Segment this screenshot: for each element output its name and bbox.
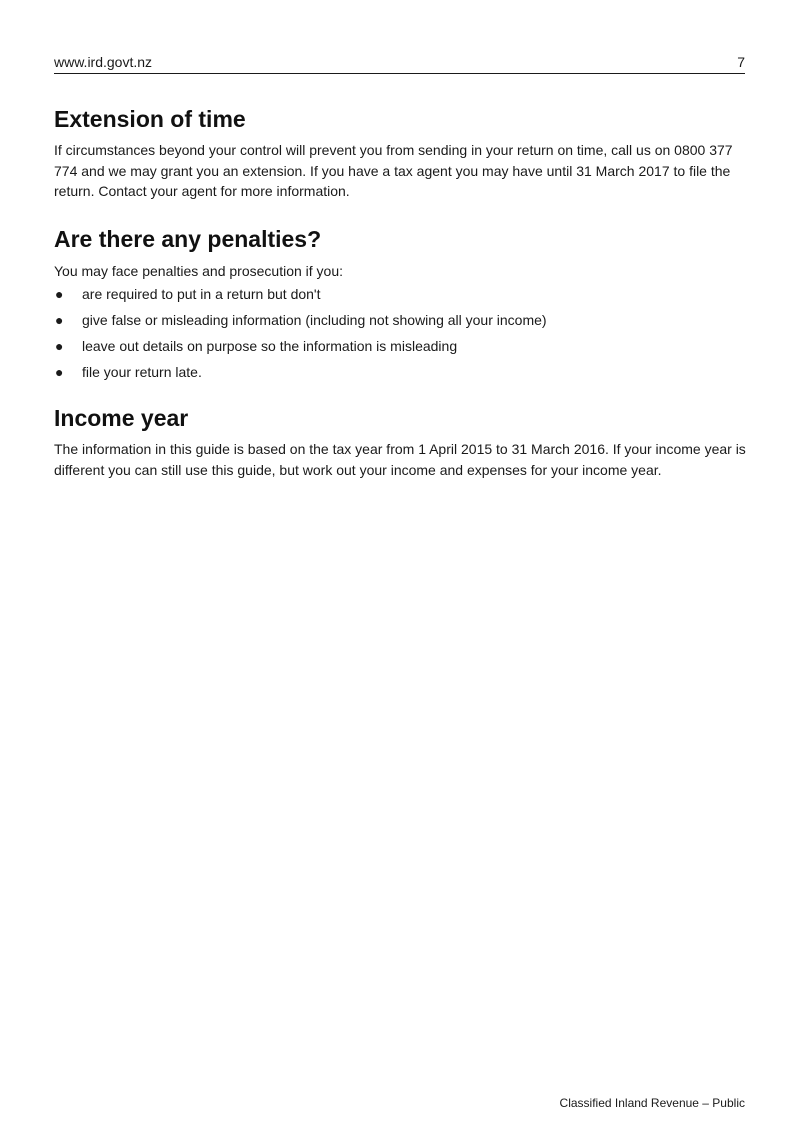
bullet-icon: ● [55,364,64,380]
page-footer [560,1096,745,1110]
section-penalties [54,224,750,386]
list-item [54,281,750,307]
list-item [54,307,750,333]
list-item-text: give false or misleading information (including not showing all your income) [82,312,547,328]
bullet-icon: ● [55,286,64,302]
section-intro: You may face penalties and prosecution if you: [54,262,344,279]
section-income-year [54,403,750,480]
list-item [54,333,750,359]
section-heading: Extension of time [54,106,246,132]
page-header [54,54,745,74]
penalties-list [54,281,750,385]
classification-label: Classified Inland Revenue – Public [559,1096,745,1110]
page-content [54,104,750,498]
list-item [54,359,750,385]
section-body: The information in this guide is based on the tax year from 1 April 2015 to 31 March 2016. If your income year is different you can still use this guide, but work out your income and expenses for your income year. [54,441,746,478]
section-body: If circumstances beyond your control will prevent you from sending in your return on time, call us on 0800 377 774 and we may grant you an extension. If you have a tax agent you may have until 31 March 2017 to file the return. Contact your agent for more information. [54,142,733,199]
list-item-text: are required to put in a return but don't [82,286,321,302]
section-extension-of-time [54,104,750,202]
list-item-text: leave out details on purpose so the information is misleading [82,338,458,354]
section-heading: Income year [54,405,189,431]
list-item-text: file your return late. [82,364,202,380]
bullet-icon: ● [55,312,64,328]
header-url[interactable]: www.ird.govt.nz [54,54,153,70]
page-number: 7 [737,54,745,70]
bullet-icon: ● [55,338,64,354]
section-heading: Are there any penalties? [54,225,322,252]
